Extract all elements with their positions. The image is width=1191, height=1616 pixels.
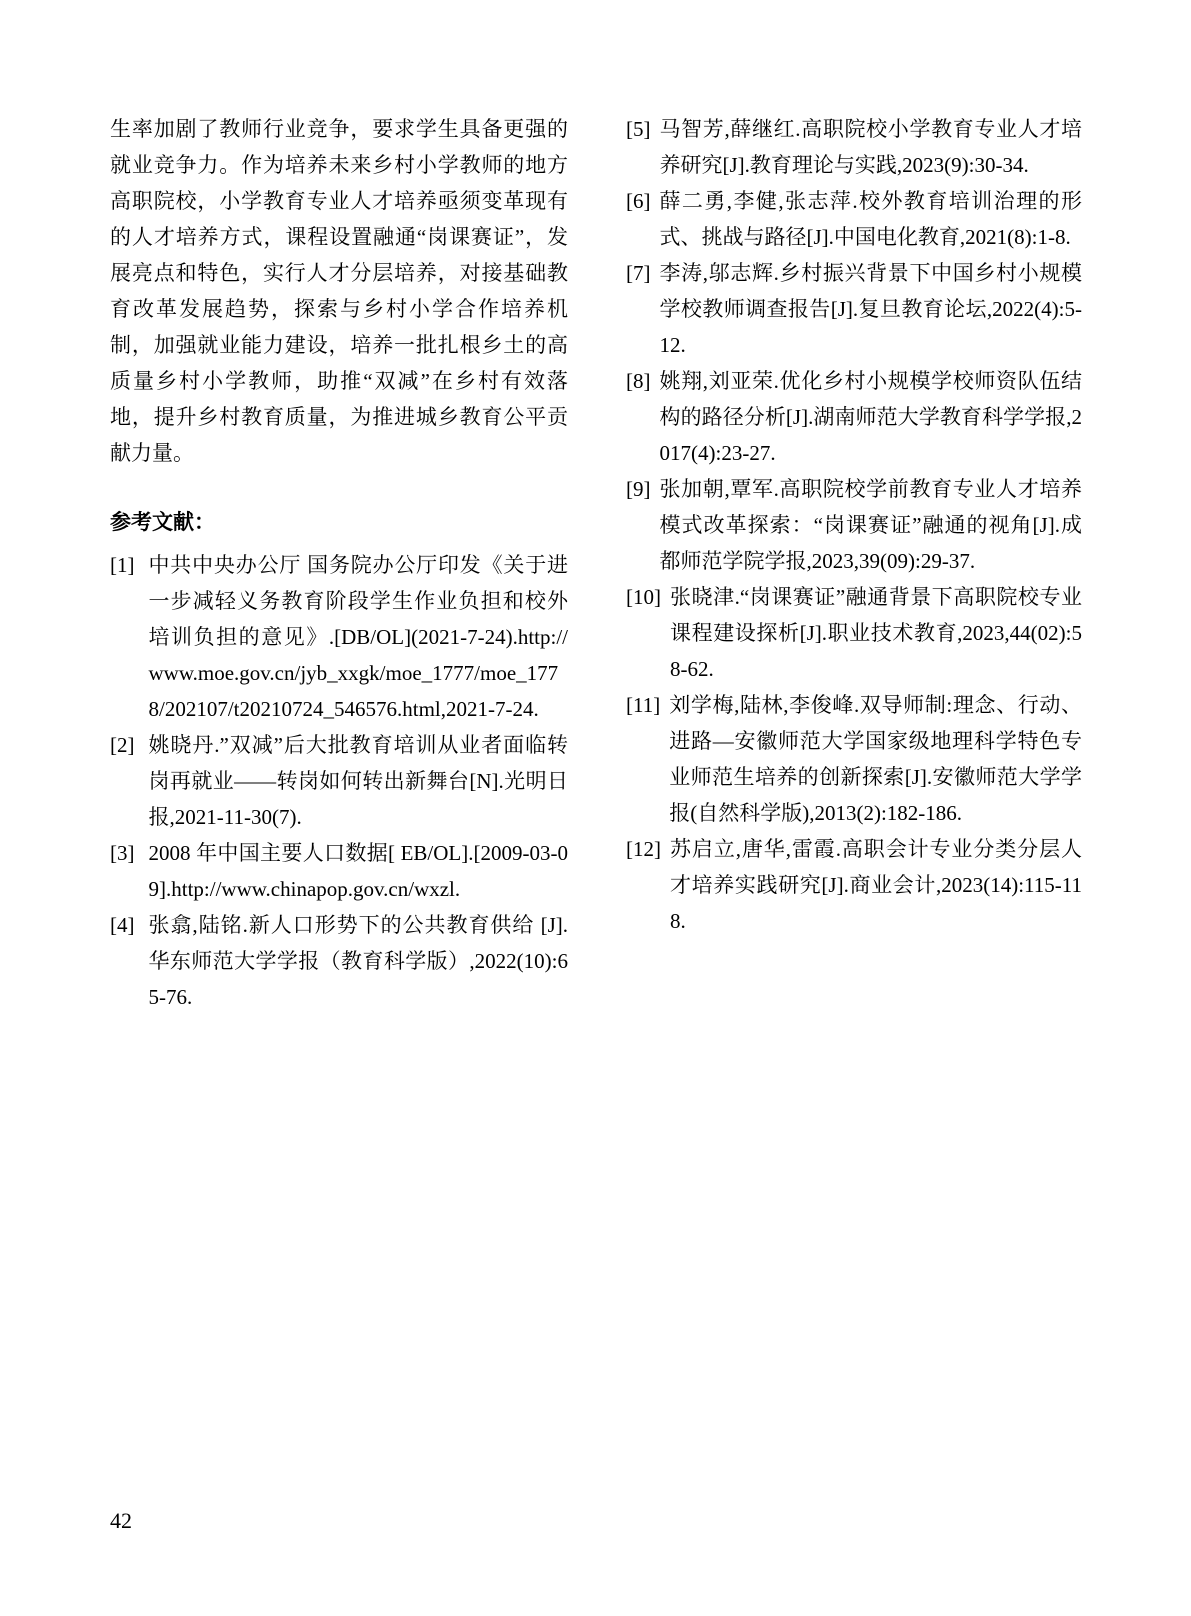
reference-item-1 bbox=[110, 547, 568, 727]
reference-label: [6] bbox=[626, 189, 651, 213]
reference-item-6 bbox=[626, 183, 1082, 255]
reference-item-2 bbox=[110, 727, 568, 835]
reference-text: 薛二勇,李健,张志萍.校外教育培训治理的形式、挑战与路径[J].中国电化教育,2021(8):1-8. bbox=[659, 189, 1082, 249]
reference-text: 姚翔,刘亚荣.优化乡村小规模学校师资队伍结构的路径分析[J].湖南师范大学教育科学学报,2017(4):23-27. bbox=[659, 369, 1082, 465]
reference-text: 中共中央办公厅 国务院办公厅印发《关于进一步减轻义务教育阶段学生作业负担和校外培训负担的意见》.[DB/OL](2021-7-24).http://www.moe.gov.cn/jyb_xxgk/moe_1777/moe_1778/202107/t20210724_546576.html,2021-7-24. bbox=[148, 553, 568, 721]
reference-label: [12] bbox=[626, 837, 661, 861]
reference-item-4 bbox=[110, 907, 568, 1015]
body-paragraph: 生率加剧了教师行业竞争，要求学生具备更强的就业竞争力。作为培养未来乡村小学教师的地方高职院校，小学教育专业人才培养亟须变革现有的人才培养方式，课程设置融通“岗课赛证”，发展亮点和特色，实行人才分层培养，对接基础教育改革发展趋势，探索与乡村小学合作培养机制，加强就业能力建设，培养一批扎根乡土的高质量乡村小学教师，助推“双减”在乡村有效落地，提升乡村教育质量，为推进城乡教育公平贡献力量。 bbox=[110, 117, 568, 465]
left-column bbox=[110, 111, 568, 1015]
reference-text: 马智芳,薛继红.高职院校小学教育专业人才培养研究[J].教育理论与实践,2023(9):30-34. bbox=[659, 117, 1082, 177]
reference-text: 苏启立,唐华,雷霞.高职会计专业分类分层人才培养实践研究[J].商业会计,2023(14):115-118. bbox=[670, 837, 1082, 933]
reference-item-10 bbox=[626, 579, 1082, 687]
reference-text: 姚晓丹.”双减”后大批教育培训从业者面临转岗再就业——转岗如何转出新舞台[N].光明日报,2021-11-30(7). bbox=[148, 733, 568, 829]
reference-label: [8] bbox=[626, 369, 651, 393]
reference-item-8 bbox=[626, 363, 1082, 471]
reference-item-5 bbox=[626, 111, 1082, 183]
reference-item-9 bbox=[626, 471, 1082, 579]
page-number: 42 bbox=[110, 1508, 132, 1533]
reference-text: 张加朝,覃军.高职院校学前教育专业人才培养模式改革探索：“岗课赛证”融通的视角[J].成都师范学院学报,2023,39(09):29-37. bbox=[659, 477, 1082, 573]
reference-label: [3] bbox=[110, 841, 135, 865]
reference-text: 张翕,陆铭.新人口形势下的公共教育供给 [J].华东师范大学学报（教育科学版）,2022(10):65-76. bbox=[148, 913, 568, 1009]
reference-text: 李涛,邬志辉.乡村振兴背景下中国乡村小规模学校教师调查报告[J].复旦教育论坛,2022(4):5-12. bbox=[659, 261, 1082, 357]
reference-item-3 bbox=[110, 835, 568, 907]
reference-item-11 bbox=[626, 687, 1082, 831]
right-column bbox=[626, 111, 1082, 939]
reference-label: [11] bbox=[626, 693, 661, 717]
reference-label: [1] bbox=[110, 553, 135, 577]
references-heading: 参考文献： bbox=[110, 510, 215, 534]
reference-label: [10] bbox=[626, 585, 661, 609]
reference-text: 刘学梅,陆林,李俊峰.双导师制:理念、行动、进路—安徽师范大学国家级地理科学特色专业师范生培养的创新探索[J].安徽师范大学学报(自然科学版),2013(2):182-186. bbox=[669, 693, 1082, 825]
reference-item-12 bbox=[626, 831, 1082, 939]
reference-text: 张晓津.“岗课赛证”融通背景下高职院校专业课程建设探析[J].职业技术教育,2023,44(02):58-62. bbox=[670, 585, 1082, 681]
reference-item-7 bbox=[626, 255, 1082, 363]
reference-label: [2] bbox=[110, 733, 135, 757]
reference-label: [5] bbox=[626, 117, 651, 141]
reference-label: [7] bbox=[626, 261, 651, 285]
reference-label: [9] bbox=[626, 477, 651, 501]
reference-text: 2008 年中国主要人口数据[ EB/OL].[2009-03-09].http://www.chinapop.gov.cn/wxzl. bbox=[148, 841, 568, 901]
reference-label: [4] bbox=[110, 913, 135, 937]
